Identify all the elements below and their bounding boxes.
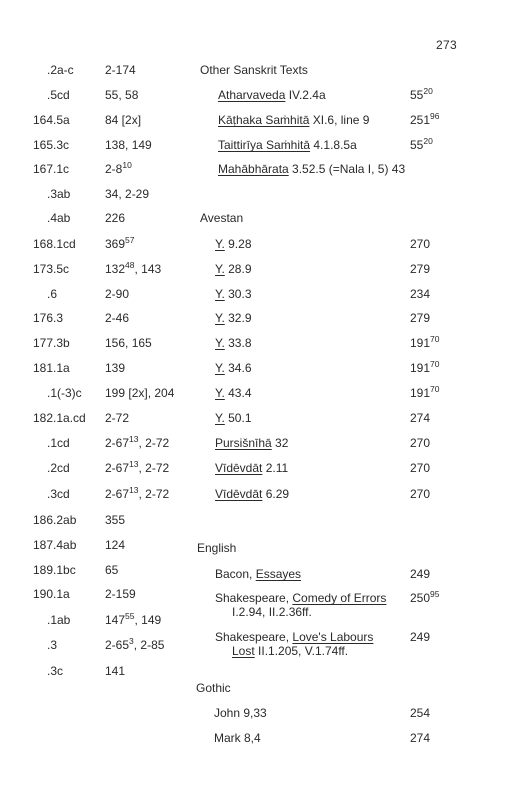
- verse-reference: 168.1cd: [33, 237, 76, 251]
- page-references: 138, 149: [105, 138, 152, 152]
- page-references: $147^{55}$, 149: [105, 611, 162, 627]
- verse-reference: .1(-3)c: [47, 386, 82, 400]
- page-references: 226: [105, 211, 126, 225]
- page-references: 156, 165: [105, 336, 152, 350]
- footnote-superscript: 20: [423, 86, 433, 96]
- verse-reference: 176.3: [33, 311, 64, 325]
- page-references: 2-46: [105, 311, 130, 325]
- index-page-ref: 270: [410, 461, 431, 475]
- page-references: 2-90: [105, 287, 130, 301]
- footnote-superscript: 96: [430, 111, 440, 121]
- work-title: Mahābhārata: [218, 162, 289, 176]
- section-heading: Avestan: [200, 211, 244, 225]
- footnote-superscript: 48: [125, 260, 135, 270]
- index-page-ref: $250^{95}$: [410, 589, 440, 605]
- page-references: $2-67^{13}$, 2-72: [105, 459, 170, 475]
- verse-reference: .3cd: [47, 487, 70, 501]
- work-title: Lost: [232, 644, 255, 658]
- page-references: 199 [2x], 204: [105, 386, 175, 400]
- index-page-ref: 234: [410, 287, 431, 301]
- verse-reference: 165.3c: [33, 138, 70, 152]
- verse-reference: 190.1a: [33, 587, 70, 601]
- verse-reference: .4ab: [47, 211, 71, 225]
- index-page-ref: $191^{70}$: [410, 384, 440, 400]
- index-entry: Atharvaveda IV.2.4a: [218, 88, 326, 102]
- verse-reference: 164.5a: [33, 113, 70, 127]
- index-entry: Shakespeare, Love's Labours: [215, 630, 374, 644]
- section-heading: Other Sanskrit Texts: [200, 63, 308, 77]
- verse-reference: 187.4ab: [33, 538, 77, 552]
- index-entry: Vīdēvdāt 6.29: [215, 487, 290, 501]
- section-heading: English: [197, 541, 237, 555]
- page-references: 2-159: [105, 587, 136, 601]
- index-entry: Y. 33.8: [215, 336, 252, 350]
- verse-reference: 186.2ab: [33, 513, 77, 527]
- index-entry: Y. 43.4: [215, 386, 252, 400]
- work-title: Pursišnīhā: [215, 436, 272, 450]
- page-references: 355: [105, 513, 126, 527]
- index-entry: Pursišnīhā 32: [215, 436, 289, 450]
- verse-reference: .3: [47, 638, 58, 652]
- work-title: Atharvaveda: [218, 88, 286, 102]
- index-entry: Y. 32.9: [215, 311, 252, 325]
- page-references: 84 [2x]: [105, 113, 142, 127]
- page-references: $369^{57}$: [105, 235, 135, 251]
- footnote-superscript: 13: [129, 459, 139, 469]
- verse-reference: 173.5c: [33, 262, 70, 276]
- page-number: 273: [436, 38, 457, 52]
- work-title: Comedy of Errors: [292, 591, 387, 605]
- page-references: 2-72: [105, 411, 130, 425]
- page-references: 34, 2-29: [105, 187, 150, 201]
- footnote-superscript: 10: [122, 160, 132, 170]
- work-title: Essayes: [255, 567, 302, 581]
- index-entry: Kāṭhaka Saṁhitā XI.6, line 9: [218, 113, 370, 127]
- index-page-ref: 254: [410, 706, 431, 720]
- index-page-ref: 274: [410, 411, 431, 425]
- page-references: 139: [105, 361, 126, 375]
- verse-reference: .2a-c: [47, 63, 74, 77]
- index-page-ref: $191^{70}$: [410, 334, 440, 350]
- footnote-superscript: 95: [430, 589, 440, 599]
- index-entry-continuation: Lost II.1.205, V.1.74ff.: [232, 644, 349, 658]
- verse-reference: .3ab: [47, 187, 71, 201]
- index-entry: John 9,33: [214, 706, 267, 720]
- verse-reference: .1cd: [47, 436, 70, 450]
- index-entry: Y. 28.9: [215, 262, 252, 276]
- footnote-superscript: 13: [129, 434, 139, 444]
- index-entry-continuation: I.2.94, II.2.36ff.: [232, 605, 312, 619]
- page-references: 124: [105, 538, 126, 552]
- verse-reference: 181.1a: [33, 361, 70, 375]
- verse-reference: .1ab: [47, 613, 71, 627]
- index-entry: Y. 50.1: [215, 411, 252, 425]
- work-title: Y.: [215, 237, 225, 251]
- index-entry: Mark 8,4: [214, 731, 261, 745]
- footnote-superscript: 70: [430, 384, 440, 394]
- index-page-ref: 279: [410, 262, 431, 276]
- index-entry: Taittirīya Saṁhitā 4.1.8.5a: [218, 138, 357, 152]
- work-title: Y.: [215, 386, 225, 400]
- section-heading: Gothic: [196, 681, 231, 695]
- index-page-ref: $251^{96}$: [410, 111, 440, 127]
- work-title: Taittirīya Saṁhitā: [218, 138, 311, 152]
- work-title: Y.: [215, 336, 225, 350]
- page-references: 65: [105, 563, 119, 577]
- index-page-ref: 279: [410, 311, 431, 325]
- verse-reference: 177.3b: [33, 336, 70, 350]
- index-page-ref: $55^{20}$: [410, 86, 433, 102]
- verse-reference: .3c: [47, 664, 64, 678]
- verse-reference: 189.1bc: [33, 563, 76, 577]
- index-entry: Mahābhārata 3.52.5 (=Nala I, 5) 43: [218, 162, 406, 176]
- page-references: 141: [105, 664, 126, 678]
- footnote-superscript: 20: [423, 136, 433, 146]
- index-page-ref: 249: [410, 630, 431, 644]
- verse-reference: 167.1c: [33, 162, 70, 176]
- index-entry: Y. 34.6: [215, 361, 252, 375]
- index-page-ref: 270: [410, 237, 431, 251]
- work-title: Y.: [215, 262, 225, 276]
- page-references: $2-67^{13}$, 2-72: [105, 485, 170, 501]
- index-page-ref: $55^{20}$: [410, 136, 433, 152]
- work-title: Y.: [215, 311, 225, 325]
- footnote-superscript: 55: [125, 611, 135, 621]
- page-references: $2-67^{13}$, 2-72: [105, 434, 170, 450]
- work-title: Vīdēvdāt: [215, 487, 263, 501]
- verse-reference: .6: [47, 287, 58, 301]
- page-references: $2-8^{10}$: [105, 160, 132, 176]
- index-page-ref: 270: [410, 436, 431, 450]
- work-title: Y.: [215, 411, 225, 425]
- index-entry: Y. 9.28: [215, 237, 252, 251]
- index-entry: Vīdēvdāt 2.11: [215, 461, 289, 475]
- verse-reference: 182.1a.cd: [33, 411, 86, 425]
- verse-reference: .2cd: [47, 461, 70, 475]
- index-entry: Shakespeare, Comedy of Errors: [215, 591, 387, 605]
- footnote-superscript: 70: [430, 334, 440, 344]
- work-title: Y.: [215, 287, 225, 301]
- work-title: Kāṭhaka Saṁhitā: [218, 113, 310, 127]
- work-title: Love's Labours: [292, 630, 374, 644]
- verse-reference: .5cd: [47, 88, 70, 102]
- index-entry: Y. 30.3: [215, 287, 252, 301]
- footnote-superscript: 57: [125, 235, 135, 245]
- page-references: $2-65^3$, 2-85: [105, 636, 165, 652]
- page-references: 2-174: [105, 63, 136, 77]
- index-page-ref: $191^{70}$: [410, 359, 440, 375]
- work-title: Vīdēvdāt: [215, 461, 263, 475]
- page-references: 55, 58: [105, 88, 139, 102]
- index-entry: Bacon, Essayes: [215, 567, 302, 581]
- footnote-superscript: 70: [430, 359, 440, 369]
- footnote-superscript: 3: [129, 636, 134, 646]
- index-page-ref: 270: [410, 487, 431, 501]
- work-title: Y.: [215, 361, 225, 375]
- footnote-superscript: 13: [129, 485, 139, 495]
- page-references: $132^{48}$, 143: [105, 260, 162, 276]
- index-page-ref: 274: [410, 731, 431, 745]
- index-page-ref: 249: [410, 567, 431, 581]
